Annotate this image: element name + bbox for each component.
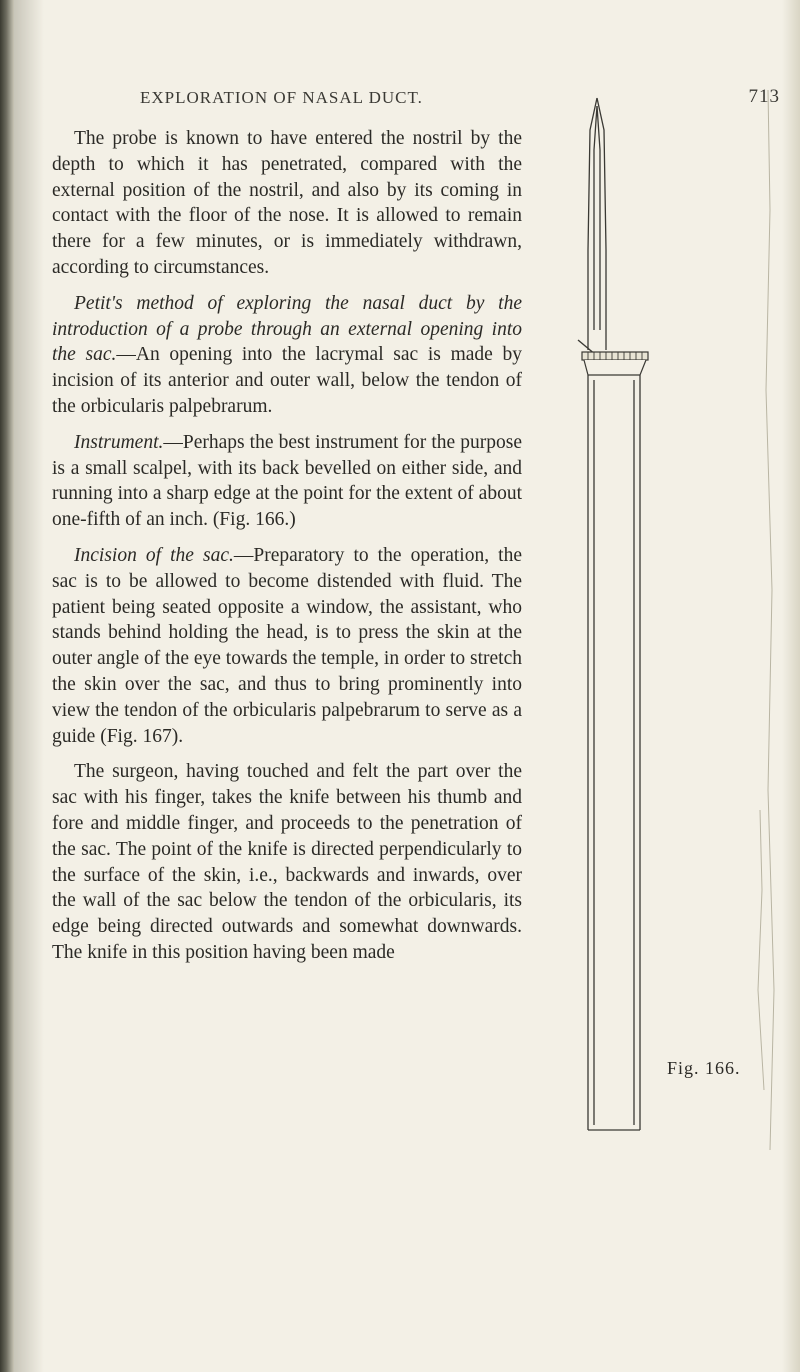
- paragraph-heading: Instrument.: [74, 431, 164, 453]
- paragraph: [52, 126, 522, 281]
- paragraph-text: The surgeon, having touched and felt the part over the sac with his finger, takes the knife between his thumb and fore and middle finger, and proceeds to the penetration of the sac. The point of the knife is directed perpendicularly to the surface of the skin, i.e., backwards and inwards, over the wall of the sac below the tendon of the orbicularis, its edge being directed outwards and somewhat downwards. The knife in this position having been made: [52, 761, 522, 963]
- paragraph-text: —Preparatory to the operation, the sac is to be allowed to become distended with fluid. The patient being seated opposite a window, the assistant, who stands behind holding the head, is to press the skin at the outer angle of the eye towards the temple, in order to stretch the skin over the sac, and thus to bring prominently into view the tendon of the orbicularis palpebrarum to serve as a guide (Fig. 167).: [52, 544, 522, 747]
- binding-shadow: [0, 0, 14, 1372]
- paragraph: [52, 543, 522, 749]
- scalpel-blade-icon: [588, 98, 606, 350]
- paragraph: [52, 291, 522, 420]
- paragraph: [52, 759, 522, 965]
- body-text: [52, 126, 522, 976]
- figure-caption: Fig. 166.: [667, 1058, 741, 1078]
- paragraph-heading: Petit's method of exploring the nasal duct by the introduction of a probe through an external opening into the sac.: [52, 292, 522, 366]
- scalpel-handle-icon: [588, 375, 640, 1130]
- paragraph-text: —An opening into the lacrymal sac is made by incision of its anterior and outer wall, below the tendon of the orbicularis palpebrarum.: [52, 344, 522, 417]
- paragraph: [52, 430, 522, 533]
- binding-fade: [14, 0, 44, 1372]
- paragraph-text: The probe is known to have entered the nostril by the depth to which it has penetrated, compared with the external position of the nostril, and also by its coming in contact with the floor of the nose. It is allowed to remain there for a few minutes, or is immediately withdrawn, according to circumstances.: [52, 128, 522, 278]
- scalpel-illustration: [530, 90, 780, 1150]
- page-edge: [782, 0, 800, 1372]
- running-head: EXPLORATION OF NASAL DUCT.: [140, 88, 423, 107]
- paragraph-heading: Incision of the sac.: [74, 544, 234, 566]
- page-number: 713: [748, 86, 780, 107]
- paragraph-text: —Perhaps the best instrument for the purpose is a small scalpel, with its back bevelled on either side, and running into a sharp edge at the point for the extent of about one-fifth of an inch. (Fig. 166.): [52, 431, 522, 531]
